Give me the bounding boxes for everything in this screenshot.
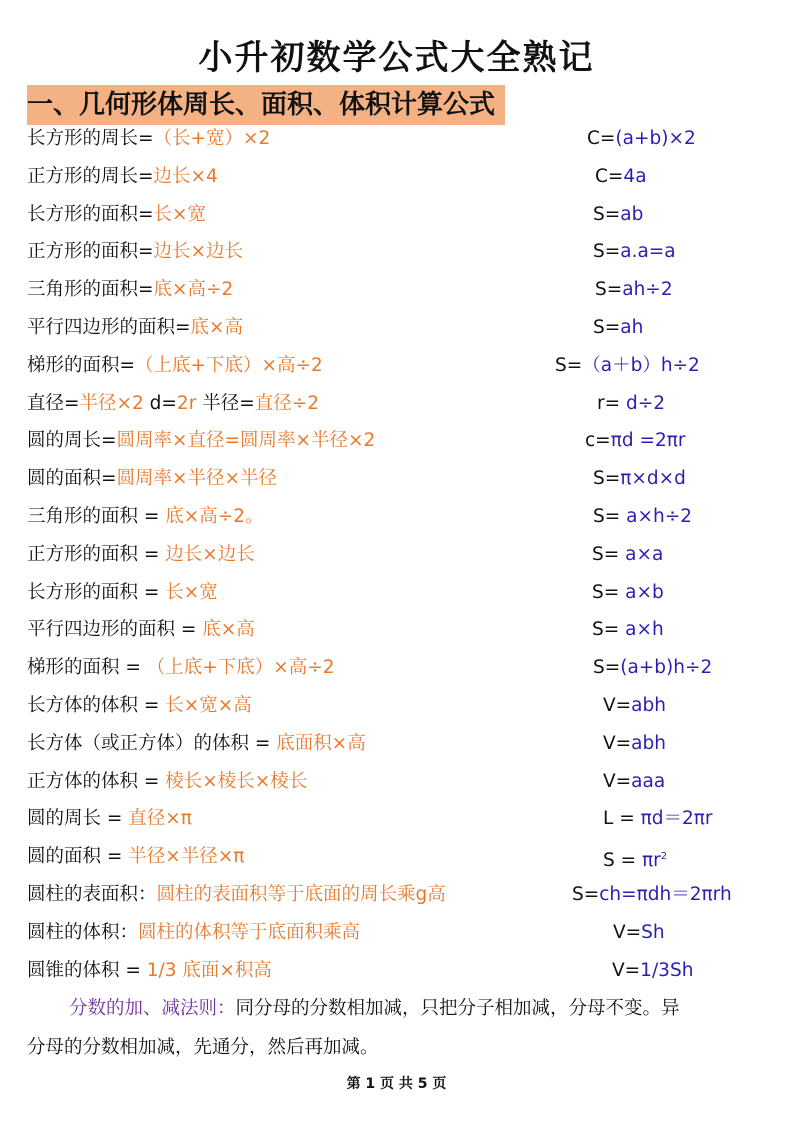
symbolic-formula — [595, 275, 673, 305]
formula-row — [27, 956, 272, 986]
symbolic-formula — [593, 653, 712, 683]
formula-row — [27, 464, 277, 494]
symbolic-formula — [597, 389, 665, 419]
fraction-rule-text1: 同分母的分数相加减，只把分子相加减，分母不变。异 — [235, 998, 680, 1019]
formula-expression: （上底+下底）×高÷2 — [146, 657, 335, 679]
formula-row — [27, 842, 244, 872]
section-heading: 一、几何形体周长、面积、体积计算公式 — [27, 85, 505, 125]
symbolic-expression: abh — [631, 695, 666, 716]
formula-label: 正方体的体积 = — [27, 770, 166, 792]
symbolic-prefix: S= — [593, 317, 621, 338]
formula-label: 梯形的面积 = — [27, 657, 147, 679]
formula-label: 长方体的体积 = — [27, 695, 166, 716]
symbolic-prefix: C= — [587, 128, 616, 149]
symbolic-prefix: C= — [595, 165, 624, 187]
formula-row — [27, 540, 255, 570]
symbolic-expression: πd＝2πr — [640, 808, 713, 830]
symbolic-formula — [612, 956, 693, 986]
symbolic-expression: （a＋b）h÷2 — [582, 354, 700, 376]
formula-row — [27, 389, 319, 419]
symbolic-formula — [555, 351, 700, 381]
formula-label: 圆柱的表面积： — [27, 884, 157, 905]
formula-label: 三角形的面积 = — [27, 506, 166, 527]
symbolic-expression: (a+b)h÷2 — [620, 657, 713, 679]
formula-label: 长方形的周长= — [27, 128, 154, 149]
formula-label: 长方形的面积= — [27, 203, 154, 225]
symbolic-formula — [613, 918, 665, 948]
formula-expression: 1/3 底面×积高 — [146, 959, 272, 981]
formula-expression: 棱长×棱长×棱长 — [165, 770, 308, 792]
formula-expression: 边长×边长 — [165, 543, 255, 565]
formula-label: 圆的周长 = — [27, 808, 129, 830]
symbolic-formula — [603, 804, 712, 834]
formula-expression: 圆周率×直径=圆周率×半径×2 — [116, 430, 376, 452]
formula-expression-radius: 直径÷2 — [254, 392, 319, 414]
symbolic-formula — [593, 200, 643, 230]
formula-expression: 长×宽 — [153, 203, 207, 225]
symbolic-formula — [592, 578, 664, 608]
symbolic-expression: ch=πdh＝2πrh — [599, 884, 732, 905]
symbolic-prefix: L = — [603, 808, 641, 830]
formula-row — [27, 767, 307, 797]
symbolic-expression: a×b — [625, 581, 664, 603]
symbolic-prefix: S= — [555, 354, 583, 376]
symbolic-prefix: S= — [593, 506, 627, 527]
formula-label-radius: 半径= — [196, 392, 255, 414]
symbolic-formula — [593, 313, 643, 343]
symbolic-formula — [587, 124, 696, 154]
page-title: 小升初数学公式大全熟记 — [198, 38, 595, 78]
symbolic-expression: a×h÷2 — [626, 506, 692, 527]
symbolic-prefix: V= — [603, 770, 632, 792]
formula-row — [27, 804, 192, 834]
formula-expression: 长×宽×高 — [165, 695, 252, 716]
formula-row — [27, 578, 218, 608]
fraction-rule-line1 — [27, 990, 777, 1028]
formula-label: 平行四边形的面积 = — [27, 619, 203, 641]
symbolic-prefix: S= — [592, 543, 626, 565]
formula-row — [27, 615, 255, 645]
formula-expression: 圆柱的表面积等于底面的周长乘g高 — [156, 884, 446, 905]
formula-expression: 圆周率×半径×半径 — [116, 468, 278, 490]
formula-label: 正方形的面积= — [27, 241, 154, 263]
symbolic-prefix: S= — [593, 241, 621, 263]
formula-label: 三角形的面积= — [27, 279, 154, 301]
symbolic-expression: 4a — [623, 165, 647, 187]
formula-expression-diameter: 2r — [176, 392, 197, 414]
symbolic-prefix: S= — [592, 619, 626, 641]
symbolic-prefix: S= — [595, 279, 623, 301]
symbolic-prefix: V= — [603, 732, 632, 754]
formula-expression: 直径×π — [128, 808, 192, 830]
symbolic-formula — [593, 464, 686, 494]
formula-expression: 长×宽 — [165, 581, 218, 603]
symbolic-expression: a.a=a — [620, 241, 676, 263]
fraction-rule-line2: 分母的分数相加减，先通分，然后再加减。 — [27, 1037, 379, 1058]
formula-expression: （长+宽）×2 — [153, 128, 271, 149]
formula-expression: 边长×边长 — [153, 241, 244, 263]
formula-row — [27, 313, 243, 343]
formula-row — [27, 200, 206, 230]
symbolic-expression: a×a — [625, 543, 664, 565]
superscript: 2 — [660, 851, 668, 863]
formula-row — [27, 918, 360, 948]
symbolic-formula — [603, 842, 667, 872]
symbolic-expression: aaa — [631, 770, 666, 792]
symbolic-formula — [603, 767, 665, 797]
symbolic-prefix: S= — [593, 657, 621, 679]
symbolic-expression: ab — [620, 203, 644, 225]
formula-expression: 半径×半径×π — [128, 846, 245, 868]
symbolic-prefix: V= — [613, 921, 642, 943]
formula-row — [27, 426, 375, 456]
symbolic-expression: πr — [642, 850, 661, 872]
symbolic-expression: (a+b)×2 — [615, 128, 696, 149]
symbolic-formula — [593, 502, 692, 532]
formula-expression: 底×高÷2 — [153, 279, 234, 301]
symbolic-formula — [593, 237, 676, 267]
formula-row — [27, 729, 366, 759]
symbolic-prefix: r= — [597, 392, 621, 414]
formula-expression: （上底+下底）×高÷2 — [135, 354, 323, 376]
symbolic-prefix: V= — [603, 695, 632, 716]
formula-label: 长方形的面积 = — [27, 581, 166, 603]
formula-label: 梯形的面积= — [27, 354, 136, 376]
formula-label: 圆的面积 = — [27, 846, 129, 868]
formula-label: 长方体（或正方体）的体积 = — [27, 732, 277, 754]
formula-label-diameter: d= — [143, 392, 177, 414]
formula-row — [27, 124, 270, 154]
symbolic-formula — [592, 615, 664, 645]
symbolic-expression: d÷2 — [620, 392, 666, 414]
symbolic-expression: a×h — [625, 619, 664, 641]
symbolic-expression: ah — [620, 317, 644, 338]
formula-row — [27, 502, 264, 532]
formula-label: 圆的周长= — [27, 430, 117, 452]
formula-label: 正方形的周长= — [27, 165, 154, 187]
symbolic-prefix: V= — [612, 959, 641, 981]
symbolic-formula — [603, 729, 666, 759]
formula-row — [27, 880, 446, 910]
formula-expression: 底×高 — [202, 619, 255, 641]
symbolic-formula — [585, 426, 685, 456]
formula-label: 圆锥的体积 = — [27, 959, 147, 981]
symbolic-expression: abh — [631, 732, 666, 754]
formula-expression: 底×高÷2。 — [165, 506, 264, 527]
formula-expression: 圆柱的体积等于底面积乘高 — [138, 921, 361, 943]
symbolic-prefix: S= — [593, 203, 621, 225]
formula-row — [27, 237, 243, 267]
symbolic-prefix: S = — [603, 850, 643, 872]
symbolic-prefix: c= — [585, 430, 611, 452]
formula-label: 平行四边形的面积= — [27, 317, 191, 338]
formula-row — [27, 275, 233, 305]
formula-row — [27, 653, 335, 683]
symbolic-prefix: S= — [593, 468, 621, 490]
formula-label: 正方形的面积 = — [27, 543, 166, 565]
symbolic-formula — [603, 691, 666, 721]
formula-expression: 半径×2 — [79, 392, 144, 414]
symbolic-formula — [595, 162, 647, 192]
formula-row — [27, 162, 218, 192]
formula-row — [27, 691, 252, 721]
symbolic-formula — [592, 540, 663, 570]
symbolic-prefix: S= — [592, 581, 626, 603]
page-footer: 第 1 页 共 5 页 — [346, 1076, 447, 1092]
symbolic-expression: ah÷2 — [622, 279, 673, 301]
formula-expression: 边长×4 — [153, 165, 218, 187]
symbolic-expression: Sh — [641, 921, 665, 943]
symbolic-expression: π×d×d — [620, 468, 686, 490]
fraction-rule-heading: 分数的加、减法则： — [69, 998, 236, 1019]
symbolic-prefix: S= — [572, 884, 600, 905]
formula-label: 圆的面积= — [27, 468, 117, 490]
formula-row — [27, 351, 323, 381]
formula-label: 圆柱的体积： — [27, 921, 139, 943]
symbolic-formula — [572, 880, 732, 910]
symbolic-expression: 1/3Sh — [640, 959, 694, 981]
formula-expression: 底×高 — [190, 317, 244, 338]
symbolic-expression: πd =2πr — [610, 430, 686, 452]
formula-label: 直径= — [27, 392, 80, 414]
formula-expression: 底面积×高 — [276, 732, 366, 754]
